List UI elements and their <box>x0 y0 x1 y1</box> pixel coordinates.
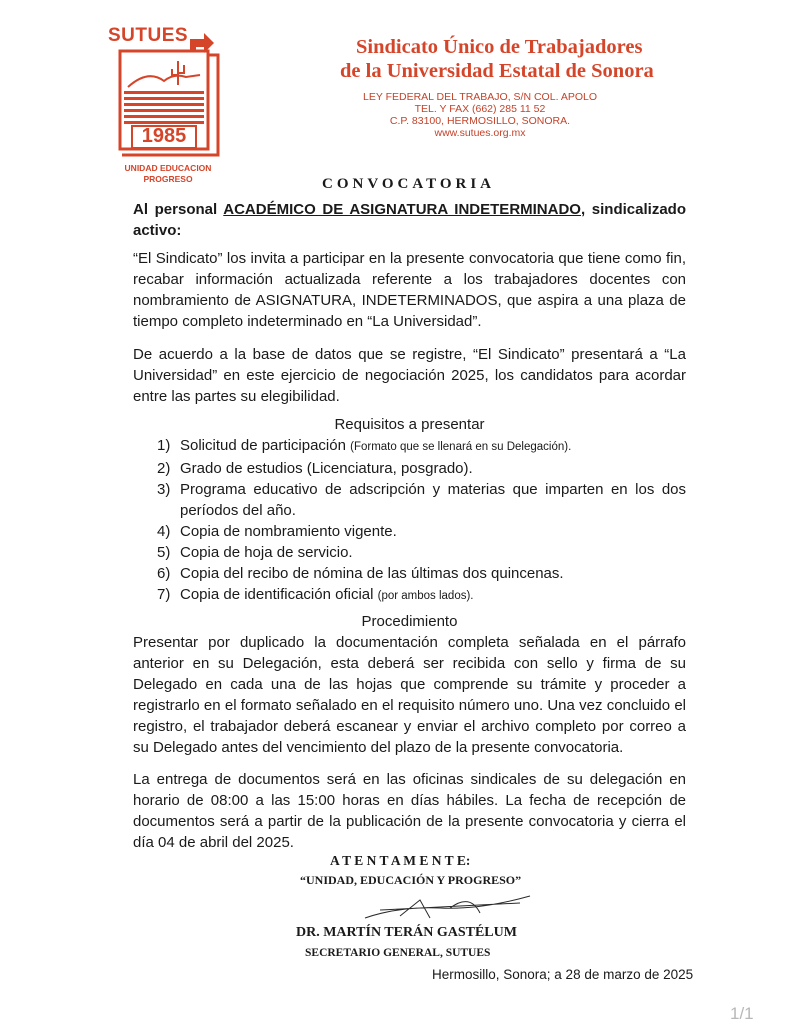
logo-brand-text: SUTUES <box>108 25 189 46</box>
procedure-paragraph: Presentar por duplicado la documentación completa señalada en el párrafo anterior en su Delegación, esta deberá ser recibida con sello y firma de su Delegado en cada una de las hojas que comprende su trámite y proceder a registrarlo en el formato señalado en el requisito número uno. Una vez concluido el registro, el trabajador deberá escanear y enviar el archivo completo por correo a su Delegado antes del vencimiento del plazo de la presente convocatoria. <box>133 634 686 756</box>
postal-line: C.P. 83100, HERMOSILLO, SONORA. <box>389 115 571 127</box>
logo-year: 1985 <box>141 125 187 147</box>
lead-prefix: Al personal <box>133 201 224 218</box>
delivery-paragraph: La entrega de documentos será en las oficinas sindicales de su delegación en horario de 08:00 a las 15:00 horas en días hábiles. La fecha de recepción de documentos será a partir de la publicación de la presente convocatoria y cierra el día 04 de abril del 2025. <box>133 771 686 851</box>
requirements-heading: Requisitos a presentar <box>334 416 485 433</box>
lead-suffix: , sindicalizado activo: <box>133 201 686 239</box>
logo-motto <box>104 163 232 185</box>
procedure-heading: Procedimiento <box>361 613 458 630</box>
org-name-line1: Sindicato Único de Trabajadores <box>356 36 643 58</box>
list-item: 6) Copia del recibo de nómina de las últimas dos quincenas. <box>157 565 564 582</box>
org-name-line2: de la Universidad Estatal de Sonora <box>340 60 654 82</box>
address-line: LEY FEDERAL DEL TRABAJO, S/N COL. APOLO <box>363 91 597 103</box>
closing-text: A T E N T A M E N T E: <box>330 853 471 868</box>
place-and-date: Hermosillo, Sonora; a 28 de marzo de 2025 <box>432 967 694 982</box>
phone-line: TEL. Y FAX (662) 285 11 52 <box>414 103 546 115</box>
paragraph-invitation: “El Sindicato” los invita a participar en la presente convocatoria que tiene como fin, recabar información actualizada referente a los trabajadores docentes con nombramiento de ASIGNATURA, INDETERMINADOS, que aspira a una plaza de tiempo completo indeterminado en “La Universidad”. <box>133 250 686 330</box>
handwritten-signature <box>360 888 540 928</box>
lead-underlined: ACADÉMICO DE ASIGNATURA INDETERMINADO <box>223 201 581 218</box>
sutues-logo <box>108 25 228 184</box>
org-contact-info <box>345 91 615 139</box>
signatory-position: SECRETARIO GENERAL, SUTUES <box>305 947 491 959</box>
logo-motto-line1: UNIDAD EDUCACION <box>124 163 212 173</box>
signatory-name: DR. MARTÍN TERÁN GASTÉLUM <box>296 925 517 940</box>
document-title: CONVOCATORIA <box>322 176 495 192</box>
logo-motto-line2: PROGRESO <box>143 174 193 184</box>
website-link[interactable]: www.sutues.org.mx <box>434 127 526 139</box>
paragraph-database: De acuerdo a la base de datos que se registre, “El Sindicato” presentará a “La Universidad” en este ejercicio de negociación 2025, los candidatos para acordar entre las partes su elegibilidad. <box>133 346 686 405</box>
list-item: 2) Grado de estudios (Licenciatura, posgrado). <box>157 460 473 477</box>
list-item: 3) Programa educativo de adscripción y materias que imparten en los dos períodos del año. <box>157 481 686 519</box>
closing-motto: “UNIDAD, EDUCACIÓN Y PROGRESO” <box>300 873 522 887</box>
list-item: 7) Copia de identificación oficial (por ambos lados). <box>157 586 474 603</box>
list-item: 5) Copia de hoja de servicio. <box>157 544 353 561</box>
requirements-list <box>133 435 686 607</box>
page-indicator: 1/1 <box>730 1004 754 1023</box>
list-item: 4) Copia de nombramiento vigente. <box>157 523 397 540</box>
lead-paragraph <box>133 199 686 241</box>
list-item: 1) Solicitud de participación (Formato que se llenará en su Delegación). <box>157 437 572 454</box>
